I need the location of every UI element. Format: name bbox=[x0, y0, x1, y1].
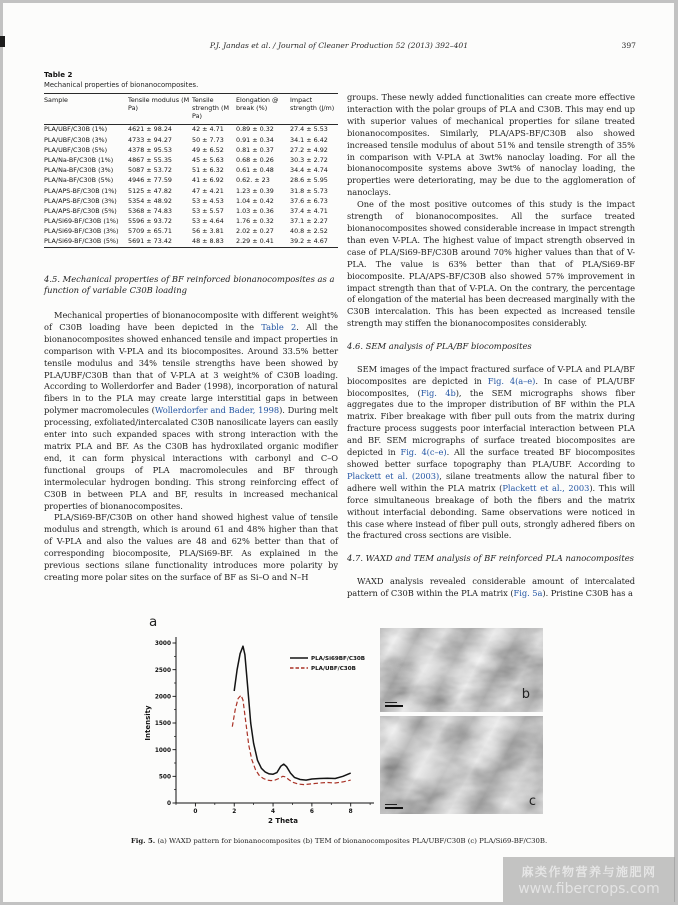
citation-link[interactable]: Table 2 bbox=[261, 321, 297, 332]
table-cell: 41 ± 6.92 bbox=[192, 176, 224, 185]
figure-caption-label: Fig. 5. bbox=[130, 837, 156, 845]
table-cell: 42 ± 4.71 bbox=[192, 125, 224, 134]
svg-text:2000: 2000 bbox=[154, 694, 171, 701]
paragraph bbox=[347, 576, 635, 600]
table-cell: 37.4 ± 4.71 bbox=[290, 206, 328, 215]
svg-text:1000: 1000 bbox=[154, 747, 171, 754]
table-cell: 53 ± 4.53 bbox=[192, 196, 224, 205]
section-4-5-heading: 4.5. Mechanical properties of BF reinforced bionanocomposites as a function of variable C30B loading bbox=[44, 273, 335, 296]
table-cell: 1.23 ± 0.39 bbox=[236, 186, 274, 195]
table-row bbox=[44, 165, 338, 175]
text-run: SEM images of the impact fractured surface of V-PLA and PLA/BF biocomposites are depicted in bbox=[347, 363, 635, 386]
table-row bbox=[44, 237, 338, 248]
table-cell: PLA/UBF/C30B (1%) bbox=[44, 125, 108, 134]
svg-text:8: 8 bbox=[348, 809, 353, 815]
table-cell: 30.3 ± 2.72 bbox=[290, 155, 328, 164]
table-column-header: Sample bbox=[44, 96, 68, 104]
table-cell: 0.68 ± 0.26 bbox=[236, 155, 274, 164]
tem-scale-bar bbox=[385, 807, 403, 809]
table-cell: 50 ± 7.73 bbox=[192, 135, 224, 144]
table-cell: 5709 ± 65.71 bbox=[128, 227, 172, 236]
panel-b-label: b bbox=[521, 687, 530, 702]
table-column-header: Tensile strength (M Pa) bbox=[192, 96, 229, 121]
watermark-line1: 麻类作物营养与施肥网 bbox=[521, 864, 657, 879]
table-cell: 0.61 ± 0.48 bbox=[236, 166, 274, 175]
text-run: . All the bionanocomposites showed enhanced tensile and impact properties in comparison with V-PLA and its biocomposites. Around 33.5% better tensile modulus and 34% tensile strengths have been showed by PLA/UBF/C30B than that of V-PLA at 3 weight% of C30B loading. According to Wollerdorfer and Bader (1998), incorporation of natural fibers in to the PLA may create large interstitial gaps in between polymer macromolecules ( bbox=[44, 321, 338, 416]
table-cell: PLA/Si69-BF/C30B (5%) bbox=[44, 237, 119, 246]
table-column-header: Elongation @ break (%) bbox=[236, 96, 279, 113]
text-run: PLA/Si69-BF/C30B on other hand showed highest value of tensile modulus and strength, which is around 61 and 48% higher than that of V-PLA and also the values are 48 and 62% better than that of corresponding biocomposite, PLA/Si69-BF. As explained in the previous sections silane functionality introduces more polarity by creating more polar sites on the surface of BF as Si–O and N–H bbox=[44, 512, 338, 582]
table-cell: 28.6 ± 5.95 bbox=[290, 176, 328, 185]
table-row bbox=[44, 186, 338, 196]
table-caption: Mechanical properties of bionanocomposites. bbox=[44, 81, 199, 89]
svg-text:6: 6 bbox=[309, 809, 314, 815]
table-cell: 51 ± 6.32 bbox=[192, 166, 224, 175]
table-cell: 0.89 ± 0.32 bbox=[236, 125, 274, 134]
panel-c-label: c bbox=[528, 794, 536, 809]
watermark bbox=[503, 857, 675, 902]
table-cell: 27.2 ± 4.92 bbox=[290, 145, 328, 154]
table-cell: 0.62. ± 23 bbox=[236, 176, 270, 185]
waxd-chart-wrap bbox=[140, 625, 390, 835]
text-run: Mechanical properties of bionanocomposite with different weight% of C30B loading have been depicted in the bbox=[44, 310, 338, 332]
table-row bbox=[44, 155, 338, 165]
running-header: P.J. Jandas et al. / Journal of Cleaner Production 52 (2013) 392–401 bbox=[209, 41, 469, 50]
table-cell: PLA/Na-BF/C30B (3%) bbox=[44, 166, 114, 175]
paragraph bbox=[44, 512, 338, 583]
table-cell: PLA/Si69-BF/C30B (3%) bbox=[44, 227, 119, 236]
text-run: groups. These newly added functionalities can create more effective interaction with the polar groups of PLA and C30B. This may end up with superior values of mechanical properties for silane treated bionanocomposites. Similarly, PLA/APS-BF/C30B also showed increased tensile modulus of about 51% and tensile strength of 35% in comparison with V-PLA at 3wt% nanoclay loading. For all the bionanocomposite systems above 3wt% of nanoclay loading, the properties were deteriorating, may be due to the agglomeration of nanoclays. bbox=[347, 92, 635, 198]
table-cell: 34.4 ± 4.74 bbox=[290, 166, 328, 175]
table-cell: 5125 ± 47.82 bbox=[128, 186, 172, 195]
citation-link[interactable]: Fig. 4b bbox=[420, 387, 456, 398]
table-cell: PLA/UBF/C30B (5%) bbox=[44, 145, 108, 154]
table-label: Table 2 bbox=[44, 70, 73, 79]
table-cell: 4867 ± 55.35 bbox=[128, 155, 172, 164]
paragraph bbox=[347, 199, 635, 330]
table-cell: 5368 ± 74.83 bbox=[128, 206, 172, 215]
tem-scale-bar bbox=[385, 804, 397, 806]
table-mechanical-properties bbox=[44, 93, 338, 248]
table-cell: 31.8 ± 5.73 bbox=[290, 186, 328, 195]
table-cell: 27.4 ± 5.53 bbox=[290, 125, 328, 134]
svg-text:500: 500 bbox=[158, 774, 171, 781]
svg-text:0: 0 bbox=[193, 809, 198, 815]
citation-link[interactable]: Fig. 4(c–e) bbox=[400, 447, 447, 458]
table-cell: 45 ± 5.63 bbox=[192, 155, 224, 164]
table-column-header: Impact strength (J/m) bbox=[290, 96, 335, 113]
table-column-header: Tensile modulus (M Pa) bbox=[128, 96, 190, 113]
table-cell: 49 ± 6.52 bbox=[192, 145, 224, 154]
table-cell: 1.03 ± 0.36 bbox=[236, 206, 274, 215]
table-row bbox=[44, 135, 338, 145]
section-4-7-heading: 4.7. WAXD and TEM analysis of BF reinforced PLA nanocomposites bbox=[347, 553, 634, 564]
table-row bbox=[44, 124, 338, 135]
text-run: ). During melt processing, exfoliated/intercalated C30B nanosilicate layers can easily enter into such expanded spaces with strong interaction with the matrix PLA and BF. As the C30B has hydroxilated organic modifier end, it can form physical interactions with carbonyl and C–O functional groups of PLA macromolecules and BF through intermolecular hydrogen bonding. This strong reinforcing effect of C30B in between PLA and BF, results in increased mechanical properties of bionanocomposites. bbox=[44, 405, 338, 511]
table-cell: 37.6 ± 6.73 bbox=[290, 196, 328, 205]
citation-link[interactable]: Wollerdorfer and Bader, 1998 bbox=[154, 405, 280, 416]
text-run: . In case of PLA/UBF biocomposites, ( bbox=[347, 375, 635, 398]
tem-image-b bbox=[380, 628, 543, 712]
table-cell: 56 ± 3.81 bbox=[192, 227, 224, 236]
figure-5 bbox=[0, 610, 678, 830]
citation-link[interactable]: Plackett et al., 2003 bbox=[502, 482, 590, 493]
table-cell: 37.1 ± 2.27 bbox=[290, 217, 328, 226]
svg-text:PLA/Si69BF/C30B: PLA/Si69BF/C30B bbox=[311, 656, 366, 663]
paragraph bbox=[347, 364, 635, 543]
watermark-line2: www.fibercrops.com bbox=[518, 880, 660, 897]
waxd-chart bbox=[140, 625, 390, 835]
tem-scale-bar bbox=[385, 702, 397, 704]
table-cell: PLA/UBF/C30B (3%) bbox=[44, 135, 108, 144]
table-cell: 0.91 ± 0.34 bbox=[236, 135, 274, 144]
svg-text:2: 2 bbox=[232, 809, 237, 815]
text-run: ). This will force simultaneous breakage of both the fibers and the matrix without interfacial debonding. Same observations were noticed in this case where instead of fiber pull outs, strongly adhered fibers on the fractured cross sections are visible. bbox=[347, 482, 635, 541]
svg-text:4: 4 bbox=[271, 809, 276, 815]
table-cell: 5087 ± 53.72 bbox=[128, 166, 172, 175]
table-cell: 47 ± 4.21 bbox=[192, 186, 224, 195]
figure-5-caption bbox=[0, 837, 678, 845]
table-row bbox=[44, 145, 338, 155]
svg-text:PLA/UBF/C30B: PLA/UBF/C30B bbox=[311, 666, 356, 673]
table-cell: 39.2 ± 4.67 bbox=[290, 237, 328, 246]
table-cell: PLA/Na-BF/C30B (1%) bbox=[44, 155, 114, 164]
table-row bbox=[44, 196, 338, 206]
table-row bbox=[44, 206, 338, 216]
table-cell: 34.1 ± 6.42 bbox=[290, 135, 328, 144]
table-cell: 0.81 ± 0.37 bbox=[236, 145, 274, 154]
panel-a-label: a bbox=[149, 614, 158, 630]
svg-text:1500: 1500 bbox=[154, 721, 171, 728]
svg-text:3000: 3000 bbox=[154, 641, 171, 648]
table-row bbox=[44, 226, 338, 236]
figure-caption-text: (a) WAXD pattern for bionanocomposites (b) TEM of bionanocomposites PLA/UBF/C30B (c) PLA/Si69-BF/C30B. bbox=[155, 837, 548, 845]
text-run: WAXD analysis revealed considerable amount of intercalated pattern of C30B within the PLA matrix ( bbox=[347, 575, 635, 598]
right-column bbox=[347, 92, 635, 600]
table-cell: 1.76 ± 0.32 bbox=[236, 217, 274, 226]
svg-text:Intensity: Intensity bbox=[144, 705, 152, 741]
table-cell: 1.04 ± 0.42 bbox=[236, 196, 274, 205]
table-cell: 2.02 ± 0.27 bbox=[236, 227, 274, 236]
section-4-6-heading: 4.6. SEM analysis of PLA/BF biocomposites bbox=[347, 341, 532, 352]
text-run: , silane treatments allow the natural fiber to adhere well within the PLA matrix ( bbox=[347, 470, 636, 493]
page-number: 397 bbox=[621, 41, 636, 50]
table-row bbox=[44, 176, 338, 186]
table-cell: 4378 ± 95.53 bbox=[128, 145, 172, 154]
svg-text:2500: 2500 bbox=[154, 667, 171, 674]
text-run: One of the most positive outcomes of this study is the impact strength of bionanocomposites. All the surface treated bionanocomposites showed considerable increase in impact strength than even V-PLA. The highest value of impact strength observed in case of PLA/Si69-BF/C30B around 70% higher values than that of V-PLA. The value is 63% better than that of PLA/Si69-BF biocomposite. PLA/APS-BF/C30B also showed 57% improvement in impact strength than that of V-PLA. On the contrary, the percentage of elongation of the material has been decreased marginally with the C30B intercalation. This has been expected as increased tensile strength may stiffen the bionanocomposites considerably. bbox=[347, 199, 635, 329]
tem-scale-bar bbox=[385, 705, 403, 707]
svg-text:2 Theta: 2 Theta bbox=[268, 817, 298, 825]
text-run: ), the SEM micrographs shows fiber aggregates due to the improper distribution of BF within the PLA matrix. Fiber breakage with fiber pull outs from the matrix during fracture process suggests poor interfacial interaction between PLA and BF. SEM micrographs of surface treated biocomposites are depicted in bbox=[347, 387, 635, 458]
citation-link[interactable]: Fig. 5a bbox=[513, 587, 543, 598]
table-cell: PLA/APS-BF/C30B (1%) bbox=[44, 186, 117, 195]
table-cell: PLA/APS-BF/C30B (3%) bbox=[44, 196, 117, 205]
table-cell: PLA/APS-BF/C30B (5%) bbox=[44, 206, 117, 215]
table-cell: 53 ± 5.57 bbox=[192, 206, 224, 215]
table-cell: PLA/Si69-BF/C30B (1%) bbox=[44, 217, 119, 226]
table-cell: 4621 ± 98.24 bbox=[128, 125, 172, 134]
text-run: ). Pristine C30B has a bbox=[542, 587, 633, 598]
paragraph bbox=[44, 310, 338, 512]
text-run: . All the surface treated BF biocomposites showed better surface topography than PLA/UBF. According to bbox=[347, 447, 636, 469]
table-cell: 2.29 ± 0.41 bbox=[236, 237, 274, 246]
table-cell: PLA/Na-BF/C30B (5%) bbox=[44, 176, 114, 185]
left-column bbox=[44, 70, 338, 584]
citation-link[interactable]: Plackett et al. (2003) bbox=[347, 470, 440, 481]
table-cell: 4733 ± 94.27 bbox=[128, 135, 172, 144]
table-cell: 40.8 ± 2.52 bbox=[290, 227, 328, 236]
table-cell: 5691 ± 73.42 bbox=[128, 237, 172, 246]
table-cell: 5354 ± 48.92 bbox=[128, 196, 172, 205]
citation-link[interactable]: Fig. 4(a–e) bbox=[487, 375, 536, 386]
paragraph bbox=[347, 92, 635, 199]
table-cell: 48 ± 8.83 bbox=[192, 237, 224, 246]
table-cell: 53 ± 4.64 bbox=[192, 217, 224, 226]
svg-text:0: 0 bbox=[166, 801, 171, 808]
table-row bbox=[44, 216, 338, 226]
table-cell: 4946 ± 77.59 bbox=[128, 176, 172, 185]
tem-image-c bbox=[380, 716, 543, 814]
table-cell: 5596 ± 93.72 bbox=[128, 217, 172, 226]
